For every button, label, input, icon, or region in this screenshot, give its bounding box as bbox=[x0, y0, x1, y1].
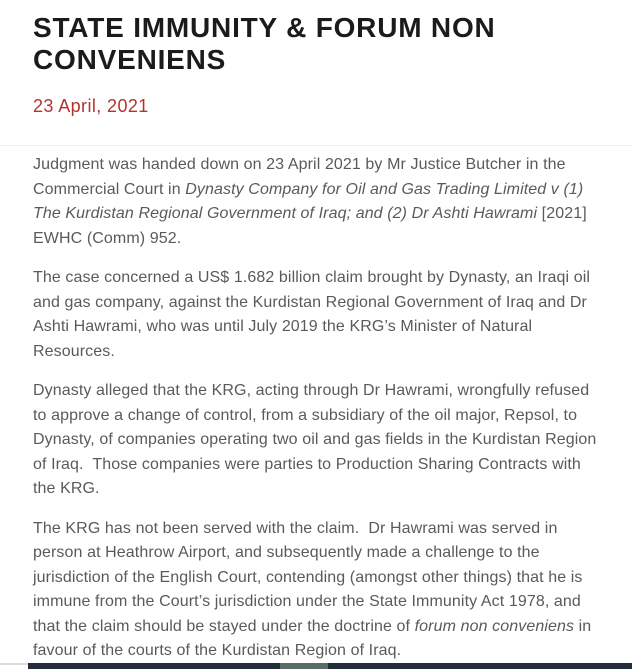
article-paragraph-allegation bbox=[33, 379, 602, 502]
next-section-top-edge bbox=[0, 662, 632, 669]
bottom-bar-segment bbox=[280, 663, 328, 669]
text-run: Dynasty alleged that the KRG, acting through Dr Hawrami, wrongfully refused to approve a change of control, from a subsidiary of the oil major, Repsol, to Dynasty, of companies operating two oil and gas fields in the Kurdistan Region of Iraq. Those companies were parties to Production Sharing Contracts with the KRG. bbox=[33, 382, 601, 497]
bottom-edge-line bbox=[0, 663, 28, 665]
text-run: in favour of the courts of the Kurdistan Region of Iraq. bbox=[33, 617, 596, 659]
article-page bbox=[0, 12, 632, 664]
text-run: The case concerned a US$ 1.682 billion claim brought by Dynasty, an Iraqi oil and gas company, against the Kurdistan Regional Government of Iraq and Dr Ashti Hawrami, who was until July 2019 the KRG’s Minister of Natural Resources. bbox=[33, 269, 595, 360]
article-paragraph-judgment bbox=[33, 153, 602, 251]
citation-run: [2021] EWHC (Comm) 952. bbox=[33, 205, 592, 247]
page-title: STATE IMMUNITY & FORUM NON CONVENIENS bbox=[33, 12, 496, 75]
article-paragraph-claim bbox=[33, 266, 602, 364]
page-bottom-bar bbox=[28, 663, 632, 669]
case-name-italic: Dynasty Company for Oil and Gas Trading Limited v (1) The Kurdistan Regional Government of Iraq; and (2) Dr Ashti Hawrami bbox=[33, 180, 588, 222]
article-date: 23 April, 2021 bbox=[33, 96, 149, 116]
text-run: The KRG has not been served with the claim. Dr Hawrami was served in person at Heathrow Airport, and subsequently made a challenge to the jurisdiction of the English Court, contending (amongst other things) that he is immune from the Court’s jurisdiction under the State Immunity Act 1978, and that the claim should be stayed under the doctrine of bbox=[33, 519, 588, 635]
latin-phrase-italic: forum non conveniens bbox=[414, 617, 575, 635]
article-paragraph-service bbox=[33, 517, 602, 664]
text-run: Judgment was handed down on 23 April 2021 by Mr Justice Butcher in the Commercial Court in bbox=[33, 156, 571, 198]
article-body bbox=[33, 146, 602, 664]
